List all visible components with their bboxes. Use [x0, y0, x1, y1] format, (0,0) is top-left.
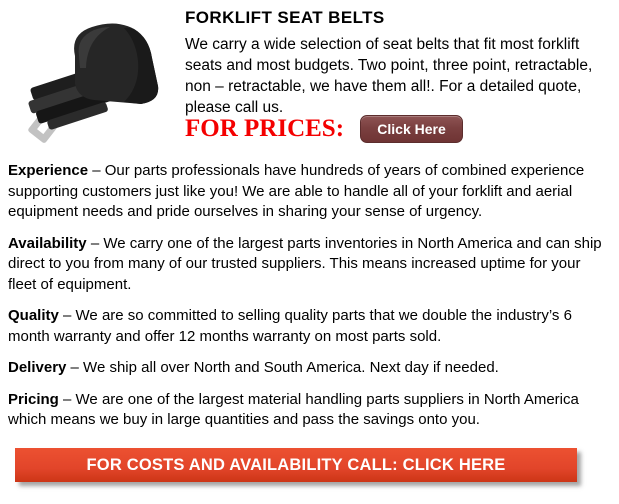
page-title: FORKLIFT SEAT BELTS	[185, 8, 385, 27]
feature-pricing	[8, 390, 606, 431]
features-section	[8, 161, 606, 442]
feature-delivery	[8, 358, 606, 379]
for-prices-label: FOR PRICES:	[185, 115, 345, 142]
feature-pricing-text: – We are one of the largest material handling parts suppliers in North America which means we buy in large quantities and pass the savings onto you.	[8, 390, 579, 428]
seat-belt-illustration	[12, 16, 174, 144]
feature-experience	[8, 161, 606, 223]
click-here-button[interactable]: Click Here	[360, 115, 463, 143]
seat-belt-image	[12, 16, 174, 144]
feature-quality-text: – We are so committed to selling quality parts that we double the industry’s 6 month warranty and offer 12 months warranty on most parts sold.	[8, 307, 572, 345]
banner-label: FOR COSTS AND AVAILABILITY CALL: CLICK HERE	[86, 456, 506, 474]
bottom-cta-banner[interactable]	[15, 448, 577, 482]
feature-availability-label: Availability	[8, 234, 87, 252]
intro-paragraph: We carry a wide selection of seat belts that fit most forklift seats and most budgets. Two point, three point, retractable, non – retractable, we have them all!. For a detailed quote, please call us.	[185, 36, 593, 116]
retractor-housing	[74, 23, 158, 104]
feature-availability	[8, 234, 606, 296]
feature-quality-label: Quality	[8, 307, 59, 324]
feature-pricing-label: Pricing	[8, 390, 59, 408]
feature-delivery-text: – We ship all over North and South America. Next day if needed.	[70, 359, 499, 376]
feature-experience-text: – Our parts professionals have hundreds of years of combined experience supporting customers just like you! We are able to handle all of your forklift and aerial equipment needs and pride ourselves in sharing your sense of urgency.	[8, 162, 585, 220]
feature-experience-label: Experience	[8, 162, 89, 179]
prices-row	[185, 115, 463, 143]
feature-delivery-label: Delivery	[8, 359, 67, 376]
feature-availability-text: – We carry one of the largest parts inventories in North America and can ship direct to you from many of our trusted suppliers. This means increased uptime for your fleet of equipment.	[8, 234, 602, 293]
feature-quality	[8, 306, 606, 347]
